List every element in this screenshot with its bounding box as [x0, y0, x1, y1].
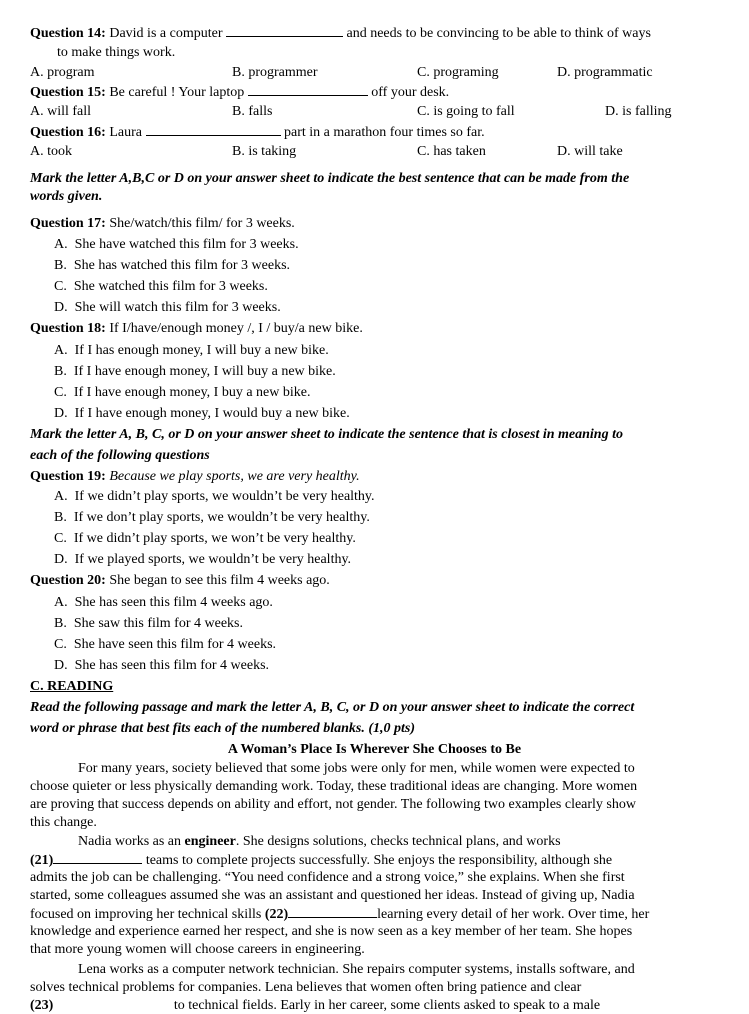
answer-blank	[53, 851, 142, 864]
option-letter: B.	[54, 510, 67, 525]
question-text: and needs to be convincing to be able to think of ways	[346, 26, 651, 41]
section-instruction: each of the following questions	[30, 448, 210, 463]
question-text: She/watch/this film/ for 3 weeks.	[109, 216, 295, 231]
option-text: She will watch this film for 3 weeks.	[74, 300, 281, 315]
section-instruction: word or phrase that best fits each of the numbered blanks. (1,0 pts)	[30, 721, 416, 736]
option-letter: C.	[54, 637, 67, 652]
question-15	[30, 83, 449, 101]
question-18	[30, 320, 363, 337]
option-b	[54, 615, 243, 632]
passage-line: are proving that success depends on ability and effort, not gender. The following two examples clearly show	[30, 797, 636, 812]
option-a: A. will fall	[30, 104, 92, 119]
answer-blank	[248, 83, 368, 96]
option-b: B. is taking	[232, 144, 297, 159]
passage-line	[30, 905, 649, 923]
option-text: She have seen this film for 4 weeks.	[73, 637, 277, 652]
option-text: If we didn’t play sports, we wouldn’t be very healthy.	[74, 489, 375, 504]
option-c: C. has taken	[417, 144, 486, 159]
option-a	[54, 594, 273, 611]
option-a: A. program	[30, 65, 95, 80]
option-letter: B.	[54, 616, 67, 631]
option-c	[54, 530, 356, 547]
option-text: She has watched this film for 3 weeks.	[73, 258, 291, 273]
option-letter: C.	[54, 531, 67, 546]
blank-number: (21)	[30, 853, 54, 868]
option-letter: C.	[54, 385, 67, 400]
passage-text: focused on improving her technical skills	[30, 907, 262, 922]
passage-line: this change.	[30, 815, 97, 830]
question-label: Question 19:	[30, 469, 106, 484]
option-a	[54, 236, 299, 253]
passage-line	[30, 997, 600, 1014]
option-letter: C.	[54, 279, 67, 294]
option-b	[54, 509, 370, 526]
question-label: Question 18:	[30, 321, 106, 336]
option-c	[54, 636, 276, 653]
passage-line: admits the job can be challenging. “You need confidence and a strong voice,” she explains. When she first	[30, 870, 625, 885]
option-a	[54, 342, 329, 359]
option-letter: D.	[54, 406, 68, 421]
passage-title: A Woman’s Place Is Wherever She Chooses to Be	[227, 742, 522, 757]
option-letter: B.	[54, 364, 67, 379]
question-17	[30, 215, 295, 232]
option-b	[54, 257, 290, 274]
option-text: If I have enough money, I will buy a new bike.	[73, 364, 336, 379]
question-label: Question 14:	[30, 26, 106, 41]
option-text: She saw this film for 4 weeks.	[73, 616, 243, 631]
question-20	[30, 572, 330, 589]
option-d	[54, 299, 281, 316]
passage-line: started, some colleagues assumed she was an assistant and questioned her ideas. Instead of giving up, Nadia	[30, 888, 635, 903]
option-b: B. falls	[232, 104, 273, 119]
option-c	[54, 278, 268, 295]
passage-line: For many years, society believed that some jobs were only for men, while women were expected to	[78, 761, 635, 776]
option-text: She watched this film for 3 weeks.	[73, 279, 268, 294]
question-label: Question 15:	[30, 85, 106, 100]
passage-line: knowledge and experience earned her respect, and she is now seen as a key member of her team. She hopes	[30, 924, 633, 939]
question-label: Question 17:	[30, 216, 106, 231]
blank-number: (23)	[30, 998, 54, 1013]
option-d	[54, 657, 269, 674]
blank-number: (22)	[264, 907, 289, 922]
question-text: off your desk.	[371, 85, 450, 100]
option-letter: A.	[54, 489, 68, 504]
passage-line: solves technical problems for companies. Lena believes that women often bring patience and clear	[30, 980, 582, 995]
passage-line: Lena works as a computer network technician. She repairs computer systems, installs software, and	[78, 962, 635, 977]
option-text: She has seen this film for 4 weeks.	[74, 658, 270, 673]
passage-text: . She designs solutions, checks technical plans, and works	[235, 834, 561, 849]
option-a	[54, 488, 375, 505]
option-c: C. programing	[417, 65, 499, 80]
question-text: David is a computer	[109, 26, 223, 41]
option-b	[54, 363, 336, 380]
answer-blank	[226, 24, 343, 37]
answer-blank	[288, 905, 377, 918]
section-heading: C. READING	[30, 679, 114, 694]
section-instruction: Mark the letter A, B, C, or D on your answer sheet to indicate the sentence that is closest in meaning to	[30, 427, 623, 442]
question-text: If I/have/enough money /, I / buy/a new bike.	[109, 321, 363, 336]
option-text: If I have enough money, I would buy a new bike.	[74, 406, 350, 421]
passage-keyword: engineer	[184, 834, 236, 849]
question-text-cont: to make things work.	[57, 45, 176, 60]
question-text: Be careful ! Your laptop	[109, 85, 245, 100]
option-a: A. took	[30, 144, 72, 159]
option-d	[54, 405, 350, 422]
option-d: D. is falling	[605, 104, 672, 119]
question-label: Question 20:	[30, 573, 106, 588]
option-d	[54, 551, 351, 568]
question-text: She began to see this film 4 weeks ago.	[109, 573, 330, 588]
option-letter: A.	[54, 595, 68, 610]
passage-line: that more young women will choose careers in engineering.	[30, 942, 365, 957]
question-label: Question 16:	[30, 125, 106, 140]
section-instruction: Read the following passage and mark the letter A, B, C, or D on your answer sheet to indicate the correct	[30, 700, 635, 715]
question-14	[30, 24, 651, 42]
option-letter: D.	[54, 300, 68, 315]
question-text: Laura	[109, 125, 142, 140]
question-text: part in a marathon four times so far.	[284, 125, 485, 140]
option-letter: A.	[54, 237, 68, 252]
option-d: D. will take	[557, 144, 623, 159]
passage-line	[30, 851, 612, 869]
question-16	[30, 123, 485, 141]
passage-line: choose quieter or less physically demanding work. Today, these traditional ideas are changing. More women	[30, 779, 638, 794]
section-instruction: words given.	[30, 189, 103, 204]
passage-text: learning every detail of her work. Over time, her	[377, 907, 650, 922]
option-d: D. programmatic	[557, 65, 653, 80]
question-19	[30, 468, 360, 485]
option-c	[54, 384, 310, 401]
option-letter: D.	[54, 658, 68, 673]
option-letter: B.	[54, 258, 67, 273]
option-text: If we don’t play sports, we wouldn’t be very healthy.	[73, 510, 370, 525]
answer-blank	[146, 123, 281, 136]
option-text: If I has enough money, I will buy a new bike.	[74, 343, 329, 358]
option-letter: D.	[54, 552, 68, 567]
option-b: B. programmer	[232, 65, 318, 80]
option-text: If we didn’t play sports, we won’t be very healthy.	[73, 531, 356, 546]
option-c: C. is going to fall	[417, 104, 515, 119]
section-instruction: Mark the letter A,B,C or D on your answer sheet to indicate the best sentence that can be made from the	[30, 171, 630, 186]
passage-text: Nadia works as an	[78, 834, 182, 849]
option-letter: A.	[54, 343, 68, 358]
option-text: She has seen this film 4 weeks ago.	[74, 595, 273, 610]
option-text: She have watched this film for 3 weeks.	[74, 237, 299, 252]
passage-text: teams to complete projects successfully. She enjoys the responsibility, although she	[145, 853, 613, 868]
question-text: Because we play sports, we are very healthy.	[109, 469, 360, 484]
passage-text: to technical fields. Early in her career, some clients asked to speak to a male	[173, 998, 601, 1013]
option-text: If I have enough money, I buy a new bike.	[73, 385, 311, 400]
option-text: If we played sports, we wouldn’t be very healthy.	[74, 552, 352, 567]
passage-line	[78, 833, 561, 850]
